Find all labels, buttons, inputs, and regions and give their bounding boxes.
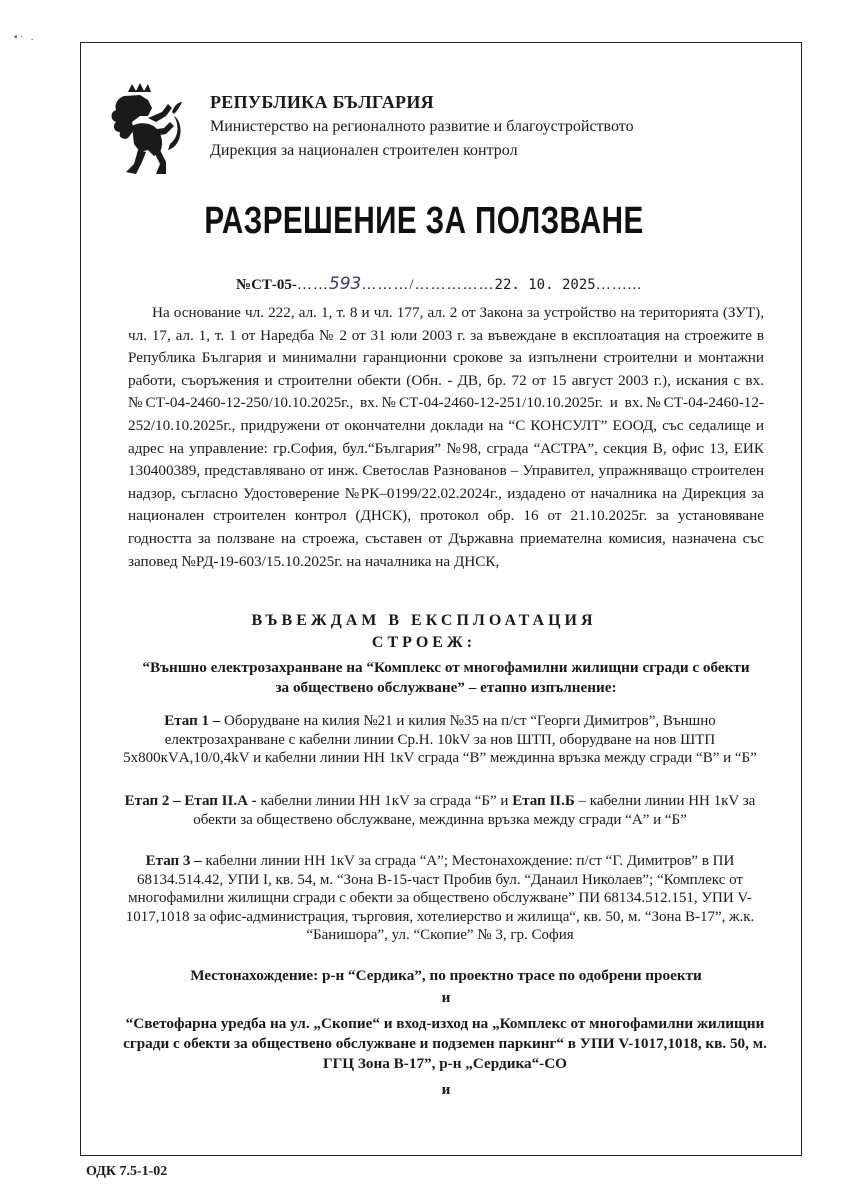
stage-1 [110,712,770,768]
form-code: ОДК 7.5-1-02 [86,1164,168,1179]
stage-3-label: Етап 3 – [145,853,202,869]
handwritten-number: 593 [328,274,362,294]
coat-of-arms-lion-icon [104,82,186,178]
stage-2-text: кабелни линии НН 1кV за сграда “Б” и [260,793,509,809]
stage-2-label: Етап 2 – Етап II.А - [124,793,257,809]
object-title: “Външно електрозахранване на “Комплекс от многофамилни жилищни сгради с обекти за обществено обслужване” – етапно изпълнение: [142,659,750,696]
stage-1-text: Оборудване на килия №21 и килия №35 на п/ст “Георги Димитров”, Външно електрозахранване с кабелни линии Ср.Н. 10kV за нов ШТП, оборудване на нов ШТП 5х800кVА,10/0,4kV и кабелни линии НН 1кV сграда “В” междинна връзка между сгради “В” и “Б” [123,713,757,766]
number-prefix: №СТ-05- [236,277,297,293]
stage-3 [110,852,770,945]
stage-3-text: кабелни линии НН 1кV за сграда “А”; Местонахождение: п/ст “Г. Димитров” в ПИ 68134.514.42, УПИ I, кв. 54, м. “Зона В-15-част Пробив бул. “Данаил Николаев”; “Комплекс от многофамилни жилищни сгради с обекти за обществено обслужване” ПИ 68134.512.151, УПИ V-1017,1018 за офис-администрация, търговия, хотелиерство и жилища“, кв. 50, м. “Зона В-17”, ж.к. “Банишора”, ул. “Скопие” № 3, гр. София [125,853,755,943]
ministry-name: Министерство на регионалното развитие и благоустройството [210,118,634,135]
stage-2b-label: Етап II.Б [512,793,575,809]
decision-heading: ВЪВЕЖДАМ В ЕКСПЛОАТАЦИЯ [251,612,597,629]
conjunction-and-2: и [441,1081,451,1098]
basis-paragraph-block [128,302,764,573]
conjunction-and: и [441,989,451,1006]
stage-2 [110,792,770,829]
traffic-light-object: “Светофарна уредба на ул. „Скопие“ и вход-изход на „Комплекс от многофамилни жилищни сгради с обекти за обществено обслужване и подземен паркинг“ в УПИ V-1017,1018, кв. 50, м. ГГЦ Зона В-17”, р-н „Сердика“-СО [123,1015,767,1072]
document-number-line: №СТ-05-……593………/……………22. 10. 2025……... [236,274,642,294]
country-name: РЕПУБЛИКА БЪЛГАРИЯ [210,92,434,112]
location-line: Местонахождение: р-н “Сердика”, по проектно трасе по одобрени проекти [190,967,702,984]
stage-2b-text: – кабелни линии НН 1кV за обекти за обществено обслужване, междинна връзка между сгради “А” и “Б” [193,793,756,828]
scan-artifact: ▪ · . [14,32,34,43]
basis-paragraph: На основание чл. 222, ал. 1, т. 8 и чл. 177, ал. 2 от Закона за устройство на територията (ЗУТ), чл. 17, ал. 1, т. 1 от Наредба № 2 от 31 юли 2003 г. за въвеждане в експлоатация на строежите в Република България и минимални гаранционни срокове за изпълнени строителни и монтажни работи, съоръжения и строителни обекти (Обн. - ДВ, бр. 72 от 15 август 2003 г.), искания с вх.№СТ-04-2460-12-250/10.10.2025г., вх.№СТ-04-2460-12-251/10.10.2025г. и вх.№СТ-04-2460-12-252/10.10.2025г., придружени от окончателни доклади на “С КОНСУЛТ” ЕООД, със седалище и адрес на управление: гр.София, бул.“България” №98, сграда “АСТРА”, секция В, офис 13, ЕИК 130400389, представлявано от инж. Светослав Разнованов – Управител, упражняващо строителен надзор, съгласно Удостоверение №РК–0199/22.02.2024г., издадено от началника на Дирекция за национален строителен контрол (ДНСК), протокол обр. 16 от 21.10.2025г. за установяване годността за ползване на строежа, съставен от Държавна приемателна комисия, назначена със заповед №РД-19-603/15.10.2025г. на началника на ДНСК, [128,304,764,570]
stage-1-label: Етап 1 – [164,713,221,729]
directorate-name: Дирекция за национален строителен контрол [210,142,518,159]
document-title: РАЗРЕШЕНИЕ ЗА ПОЛЗВАНЕ [204,200,644,242]
date-stamp: 22. 10. 2025 [494,277,596,293]
object-heading: СТРОЕЖ: [371,634,477,651]
